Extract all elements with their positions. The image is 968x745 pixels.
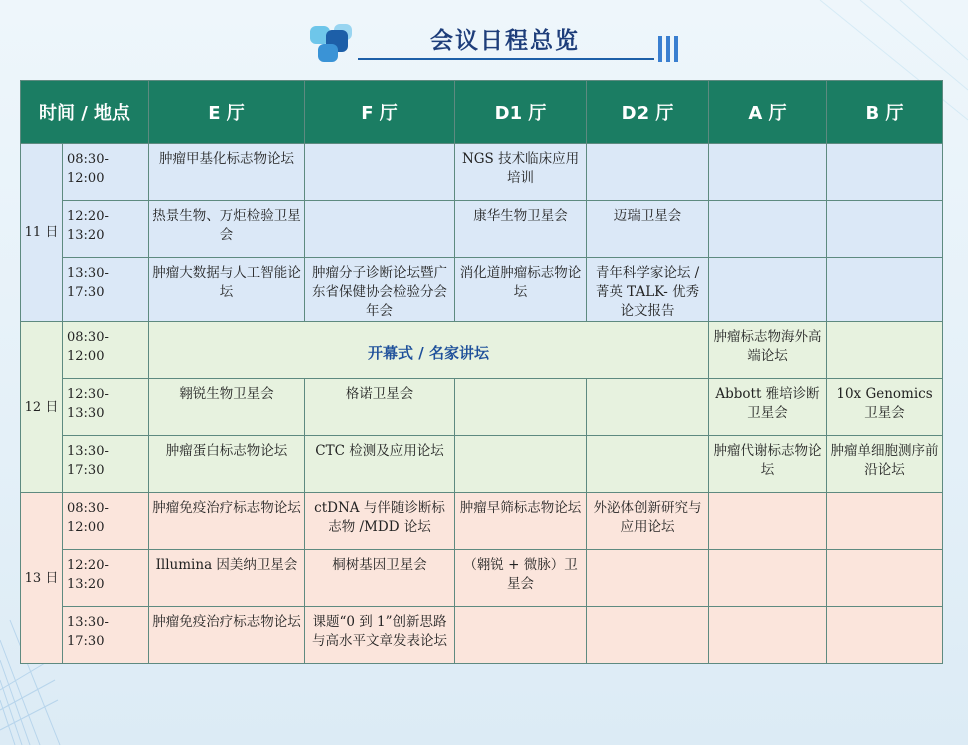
page-title: 会议日程总览: [430, 28, 580, 54]
session-cell: [827, 550, 943, 607]
session-cell: 肿瘤大数据与人工智能论坛: [149, 258, 305, 322]
session-cell: 迈瑞卫星会: [587, 201, 709, 258]
session-cell: 消化道肿瘤标志物论坛: [455, 258, 587, 322]
session-cell: 10x Genomics 卫星会: [827, 379, 943, 436]
table-row: [21, 550, 943, 607]
header-row: [21, 81, 943, 144]
session-cell: 肿瘤代谢标志物论坛: [709, 436, 827, 493]
session-cell: 肿瘤单细胞测序前沿论坛: [827, 436, 943, 493]
session-cell: [455, 436, 587, 493]
table-row: [21, 379, 943, 436]
column-header-hall-a: A 厅: [709, 81, 827, 144]
session-cell: 肿瘤分子诊断论坛暨广东省保健协会检验分会年会: [305, 258, 455, 322]
session-cell: NGS 技术临床应用培训: [455, 144, 587, 201]
session-cell: 肿瘤免疫治疗标志物论坛: [149, 493, 305, 550]
time-slot: 13:30-17:30: [63, 258, 149, 322]
time-slot: 13:30-17:30: [63, 436, 149, 493]
session-cell: 青年科学家论坛 / 菁英 TALK- 优秀论文报告: [587, 258, 709, 322]
session-cell: [305, 201, 455, 258]
session-cell: 热景生物、万炬检验卫星会: [149, 201, 305, 258]
column-header-time-location: 时间 / 地点: [21, 81, 149, 144]
opening-ceremony-cell: 开幕式 / 名家讲坛: [149, 322, 709, 379]
session-cell: [587, 550, 709, 607]
session-cell: 肿瘤标志物海外高端论坛: [709, 322, 827, 379]
logo-icon: [310, 26, 356, 62]
session-cell: [827, 201, 943, 258]
schedule-table: [20, 80, 943, 664]
session-cell: 桐树基因卫星会: [305, 550, 455, 607]
time-slot: 08:30-12:00: [63, 493, 149, 550]
table-row: [21, 493, 943, 550]
session-cell: [709, 550, 827, 607]
session-cell: [709, 144, 827, 201]
session-cell: [305, 144, 455, 201]
time-slot: 12:30-13:30: [63, 379, 149, 436]
session-cell: [827, 493, 943, 550]
session-cell: 康华生物卫星会: [455, 201, 587, 258]
title-underline: [358, 58, 654, 60]
time-slot: 08:30-12:00: [63, 322, 149, 379]
time-slot: 12:20-13:20: [63, 550, 149, 607]
session-cell: [455, 379, 587, 436]
day-label: 12 日: [21, 322, 63, 493]
session-cell: [827, 607, 943, 664]
day-label: 11 日: [21, 144, 63, 322]
bars-decoration-icon: [658, 36, 686, 62]
session-cell: Abbott 雅培诊断卫星会: [709, 379, 827, 436]
session-cell: [455, 607, 587, 664]
time-slot: 08:30-12:00: [63, 144, 149, 201]
column-header-hall-e: E 厅: [149, 81, 305, 144]
session-cell: ctDNA 与伴随诊断标志物 /MDD 论坛: [305, 493, 455, 550]
session-cell: 课题“0 到 1”创新思路与高水平文章发表论坛: [305, 607, 455, 664]
session-cell: [827, 258, 943, 322]
table-row: [21, 607, 943, 664]
session-cell: 肿瘤蛋白标志物论坛: [149, 436, 305, 493]
session-cell: [709, 493, 827, 550]
session-cell: [709, 258, 827, 322]
session-cell: [709, 201, 827, 258]
session-cell: 外泌体创新研究与应用论坛: [587, 493, 709, 550]
session-cell: [827, 322, 943, 379]
session-cell: 肿瘤甲基化标志物论坛: [149, 144, 305, 201]
time-slot: 12:20-13:20: [63, 201, 149, 258]
session-cell: Illumina 因美纳卫星会: [149, 550, 305, 607]
time-slot: 13:30-17:30: [63, 607, 149, 664]
session-cell: [587, 436, 709, 493]
day-label: 13 日: [21, 493, 63, 664]
session-cell: [587, 379, 709, 436]
session-cell: CTC 检测及应用论坛: [305, 436, 455, 493]
session-cell: 肿瘤免疫治疗标志物论坛: [149, 607, 305, 664]
header: [0, 0, 968, 78]
session-cell: [827, 144, 943, 201]
session-cell: 格诺卫星会: [305, 379, 455, 436]
session-cell: [587, 144, 709, 201]
table-row: [21, 201, 943, 258]
column-header-hall-b: B 厅: [827, 81, 943, 144]
column-header-hall-d2: D2 厅: [587, 81, 709, 144]
session-cell: [709, 607, 827, 664]
session-cell: （翱锐 + 微脉）卫星会: [455, 550, 587, 607]
column-header-hall-d1: D1 厅: [455, 81, 587, 144]
table-row: [21, 436, 943, 493]
table-row: [21, 144, 943, 201]
session-cell: [587, 607, 709, 664]
session-cell: 翱锐生物卫星会: [149, 379, 305, 436]
table-row: [21, 322, 943, 379]
table-row: [21, 258, 943, 322]
session-cell: 肿瘤早筛标志物论坛: [455, 493, 587, 550]
column-header-hall-f: F 厅: [305, 81, 455, 144]
